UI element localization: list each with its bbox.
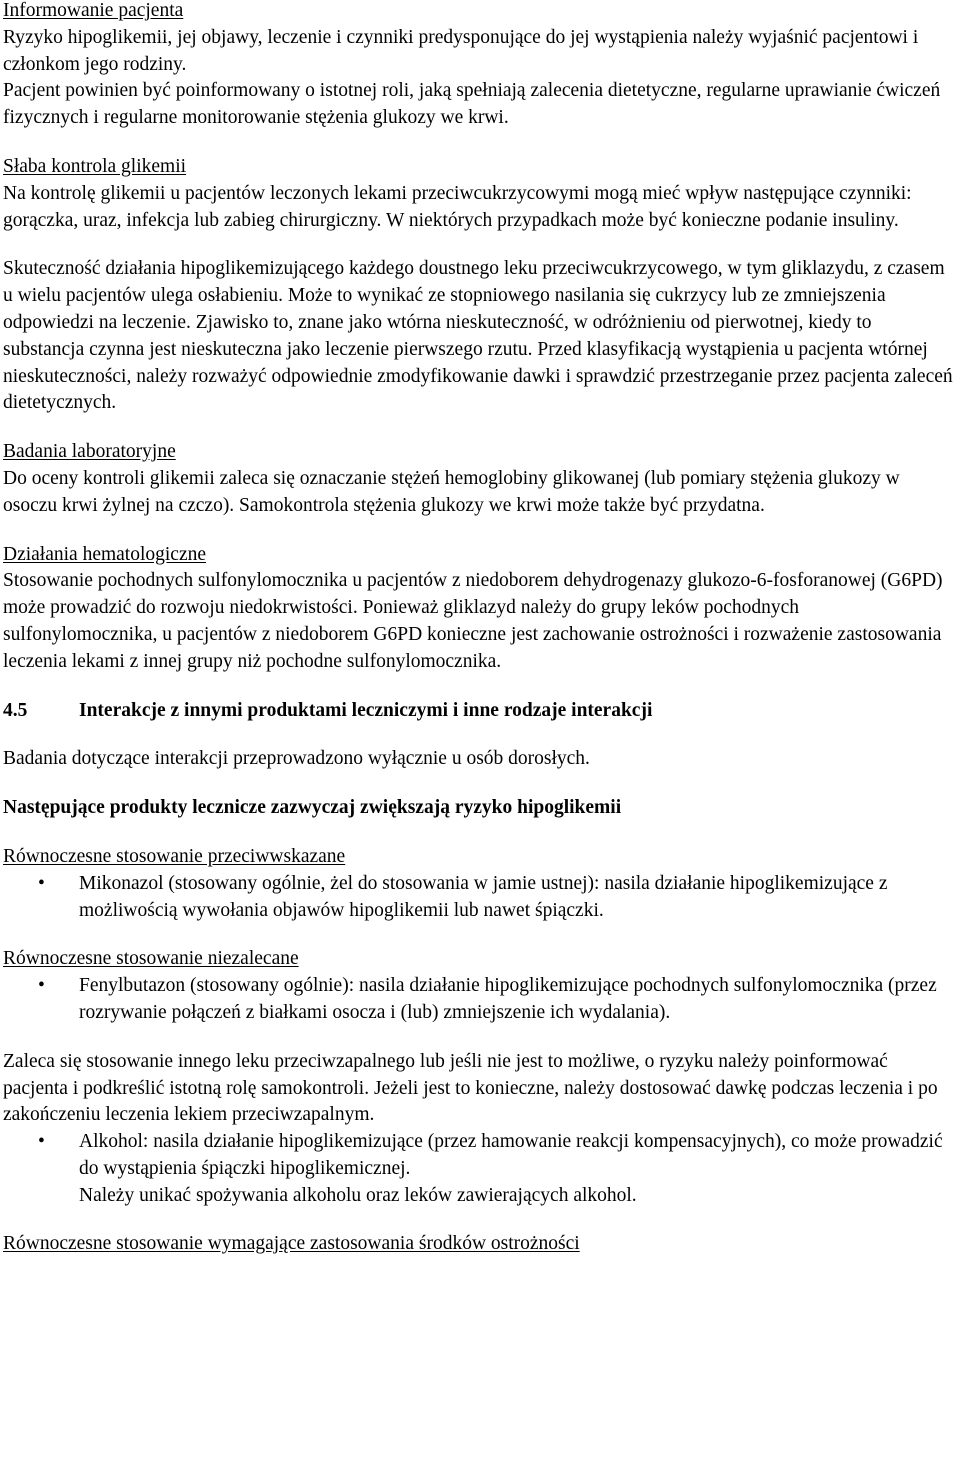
section-title-patient-info: Informowanie pacjenta (3, 0, 184, 21)
section-title-lab-tests: Badania laboratoryjne (3, 441, 176, 463)
subheading-hypoglycemia-risk: Następujące produkty lecznicze zazwyczaj zwiększają ryzyko hipoglikemii (3, 797, 622, 819)
paragraph-glycemic-factors: Na kontrolę glikemii u pacjentów leczonych lekami przeciwcukrzycowymi mogą mieć wpływ następujące czynniki: gorączka, uraz, infekcja lub zabieg chirurgiczny. W niektórych przypadkach może być konieczne podanie insuliny. (3, 182, 912, 231)
paragraph-hypoglycemia-risk: Ryzyko hipoglikemii, jej objawy, leczenie i czynniki predysponujące do jej wystąpienia należy wyjaśnić pacjentowi i członkom jego rodziny. (3, 26, 919, 75)
list-contraindicated (3, 871, 957, 925)
list-item-text: Mikonazol (stosowany ogólnie, żel do stosowania w jamie ustnej): nasila działanie hipoglikemizujące z możliwością wywołania objawów hipoglikemii lub nawet śpiączki. (79, 872, 888, 921)
list-item-text: Fenylbutazon (stosowany ogólnie): nasila działanie hipoglikemizujące pochodnych sulfonylomocznika (przez rozrywanie połączeń z białkami osocza i (lub) zmniejszenie ich wydalania). (79, 975, 937, 1023)
paragraph-hematology: Stosowanie pochodnych sulfonylomocznika u pacjentów z niedoborem dehydrogenazy glukozo-6-fosforanowej (G6PD) może prowadzić do rozwoju niedokrwistości. Ponieważ gliklazyd należy do grupy leków pochodnych sulfonylomocznika, u pacjentów z niedoborem G6PD konieczne jest zachowanie ostrożności i rozważenie zastosowania leczenia lekami z innej grupy niż pochodne sulfonylomocznika. (3, 570, 943, 672)
section-heading-4-5 (3, 698, 957, 725)
document-page (3, 0, 957, 1258)
list-item (3, 871, 957, 925)
list-item (3, 1129, 957, 1209)
title-precautions: Równoczesne stosowanie wymagające zastosowania środków ostrożności (3, 1233, 580, 1255)
bullet-icon: • (38, 1131, 45, 1153)
paragraph-interaction-studies: Badania dotyczące interakcji przeprowadzono wyłącznie u osób dorosłych. (3, 748, 590, 770)
paragraph-patient-education: Pacjent powinien być poinformowany o istotnej roli, jaką spełniają zalecenia dietetyczne, regularne uprawianie ćwiczeń fizycznych i regularne monitorowanie stężenia glukozy we krwi. (3, 80, 941, 129)
list-item (3, 973, 957, 1027)
list-not-recommended (3, 973, 957, 1027)
section-title-hematology: Działania hematologiczne (3, 543, 207, 565)
paragraph-lab-tests: Do oceny kontroli glikemii zaleca się oznaczanie stężeń hemoglobiny glikowanej (lub pomiary stężenia glukozy w osoczu krwi żylnej na czczo). Samokontrola stężenia glukozy we krwi może także być przydatna. (3, 467, 900, 516)
list-item-text: Alkohol: nasila działanie hipoglikemizujące (przez hamowanie reakcji kompensacyjnych), co może prowadzić do wystąpienia śpiączki hipoglikemicznej. (79, 1131, 943, 1179)
paragraph-nsaid-note: Zaleca się stosowanie innego leku przeciwzapalnego lub jeśli nie jest to możliwe, o ryzyku należy poinformować pacjenta i podkreślić istotną rolę samokontroli. Jeżeli jest to konieczne, należy dostosować dawkę podczas leczenia i po zakończeniu leczenia lekiem przeciwzapalnym. (3, 1050, 938, 1126)
bullet-icon: • (38, 872, 45, 894)
section-heading-title: Interakcje z innymi produktami leczniczymi i inne rodzaje interakcji (79, 699, 653, 721)
section-title-poor-control: Słaba kontrola glikemii (3, 155, 187, 177)
title-contraindicated: Równoczesne stosowanie przeciwwskazane (3, 845, 346, 867)
title-not-recommended: Równoczesne stosowanie niezalecane (3, 948, 299, 970)
bullet-icon: • (38, 975, 45, 997)
section-number: 4.5 (3, 699, 28, 721)
list-item-note: Należy unikać spożywania alkoholu oraz leków zawierających alkohol. (79, 1184, 637, 1206)
paragraph-secondary-failure: Skuteczność działania hipoglikemizującego każdego doustnego leku przeciwcukrzycowego, w tym gliklazydu, z czasem u wielu pacjentów ulega osłabieniu. Może to wynikać ze stopniowego nasilania się cukrzycy lub ze zmniejszenia odpowiedzi na leczenie. Zjawisko to, znane jako wtórna nieskuteczność, w odróżnieniu od pierwotnej, kiedy to substancja czynna jest nieskuteczna jako leczenie pierwszego rzutu. Przed klasyfikacją wystąpienia u pacjenta wtórnej nieskuteczności, należy rozważyć odpowiednie zmodyfikowanie dawki i sprawdzić przestrzeganie przez pacjenta zaleceń dietetycznych. (3, 258, 953, 414)
list-alcohol (3, 1129, 957, 1209)
